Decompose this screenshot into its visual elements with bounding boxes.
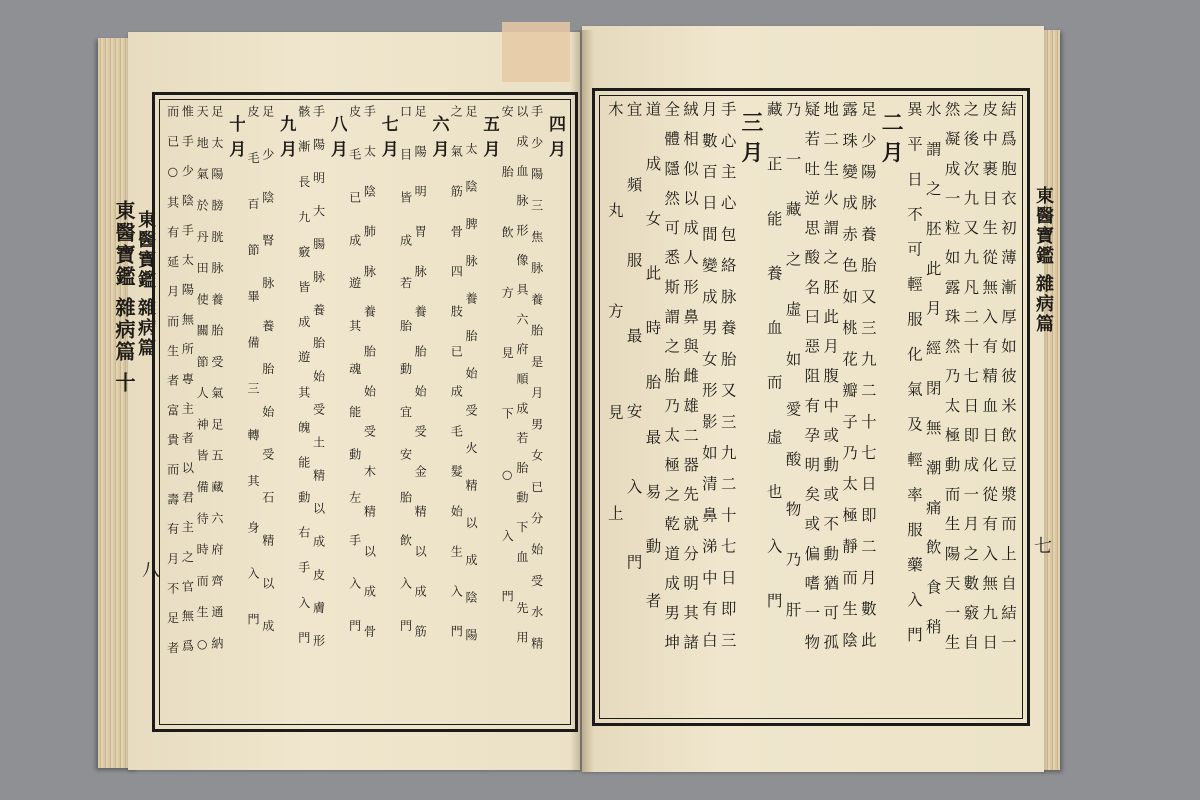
text-column: 手陽明大腸脉養胎始受土精以成皮膚形 (311, 105, 326, 668)
text-column: 全體隱然可悉斯謂之胎乃太極之乾道成男坤 (662, 101, 681, 664)
text-column: 之後次九又九凡二十七日即成一月之數竅自 (961, 101, 980, 664)
text-column: 地二生火謂之胚此月腹中或動或不動猶可孤 (821, 101, 840, 664)
text-column: 異平日不可輕服化氣及輕率服藥入門 (904, 101, 923, 662)
left-page-number: 八 (139, 560, 160, 578)
text-column: 水謂之胚此月經閉無潮痛飲食稍 (923, 101, 942, 659)
text-column: 安胎飲方見下○入門 (500, 105, 515, 651)
text-column: 露珠變成赤色如桃花瓣子乃太極靜而生陰 (840, 101, 859, 663)
month-heading: 四月 (544, 115, 565, 166)
text-column: 足太陽膀胱脉養胎受氣足五藏六府齊通納 (209, 105, 224, 669)
text-column: 藏正能養血而虛也入門 (764, 101, 783, 648)
text-column: 疑若吐逆思酸名曰惡阻有孕明矣或偏嗜一物 (802, 101, 821, 664)
text-column: 乃一藏之虛如愛酸物乃肝 (783, 101, 802, 652)
text-column: 道成女此時胎最易動者 (643, 101, 662, 648)
text-column: 宜頻服最安入門 (624, 101, 643, 630)
text-column: 足少陰腎脉養胎始受石精以成 (260, 105, 275, 663)
text-column: 月數百日間變成男女形影如清鼻涕中有白 (699, 101, 718, 663)
month-heading: 三月 (737, 111, 763, 171)
text-column: 手心主心包絡脉養胎又三九二十七日即三 (718, 101, 737, 663)
right-spine-title: 東醫寶鑑 雜病篇 (1033, 186, 1054, 335)
right-page-number: 七 (1031, 536, 1052, 554)
month-heading: 七月 (377, 115, 398, 166)
text-column: 足少陽脉養胎又三九二十七日即二月數此 (858, 101, 877, 663)
month-heading: 十月 (225, 115, 246, 166)
month-heading: 六月 (428, 115, 449, 166)
right-text-frame (592, 88, 1030, 726)
text-column: 皮毛百節畢備三轉其身入門 (246, 105, 260, 660)
text-column: 之氣筋骨四肢已成毛髮始生入門 (449, 105, 464, 665)
month-heading: 五月 (479, 115, 500, 166)
left-spine-title: 東醫寶鑑 雜病篇 十 (112, 200, 136, 394)
text-column: 足陽明胃脉養胎始受金精以成筋 (413, 105, 428, 665)
text-column: 絨相似以成人形鼻與雌雄二器先就分明其諸 (681, 101, 700, 664)
month-heading: 九月 (276, 115, 297, 166)
month-heading: 八月 (326, 115, 347, 166)
paper-slip (502, 22, 570, 82)
left-text-frame (152, 92, 578, 732)
text-column: 皮中裹日生從無入有精血日化從有入無九日 (980, 101, 999, 664)
text-column: 骸漸長九竅皆成遊其魄能動右手入門 (296, 105, 311, 667)
text-column: 而已○其有延月而生者富貴而壽有月不足者 (165, 105, 180, 671)
text-column: 天地氣於丹田使關節人神皆備待時而生○ (195, 105, 210, 670)
text-column: 口目皆成若胎動宜安胎飲入門 (398, 105, 413, 663)
text-column: 結爲胞衣初薄漸厚如彼米飲豆漿而上自結一 (998, 101, 1017, 664)
text-column: 惟手少陰手太陽無所專主者以君主之官無爲 (180, 105, 195, 669)
text-column: 手太陰肺脉養胎始受木精以成骨 (362, 105, 377, 665)
left-spine-subtitle: 東醫寶鑑 雜病篇 (135, 210, 156, 359)
text-column: 足太陰脾脉養胎始受火精以成陰陽 (464, 105, 479, 666)
text-column: 皮毛已成遊其魂能動左手入門 (347, 105, 362, 663)
text-column: 手少陽三焦脉養胎是月男女已分始受水精 (529, 105, 544, 669)
text-column: 木丸方見上 (605, 101, 624, 607)
month-heading: 二月 (878, 111, 904, 171)
text-column: 以成血脉形像具六府順成若胎動下血 先用 (514, 105, 529, 661)
text-column: 然凝成一粒如露珠然乃太極動而生陽天一生 (942, 101, 961, 664)
